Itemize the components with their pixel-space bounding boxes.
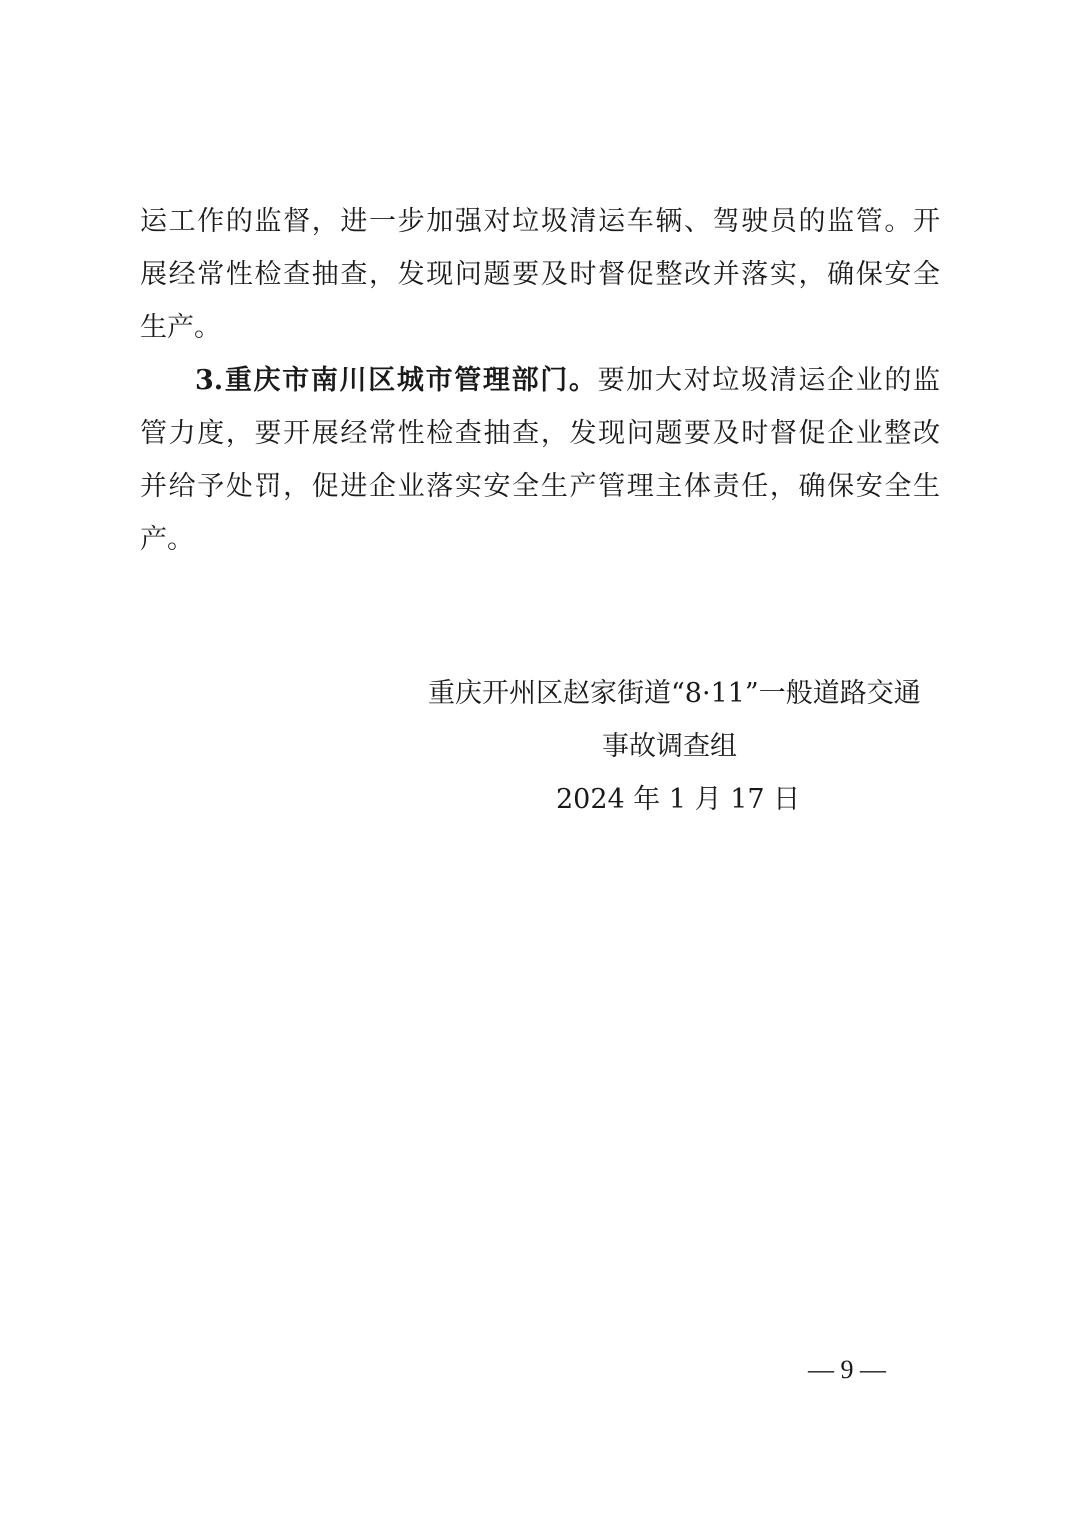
signature-date: 2024 年 1 月 17 日 xyxy=(556,784,801,815)
paragraph-2-line-1-text: 要加大对垃圾清运企业的监 xyxy=(597,365,941,396)
paragraph-1-line-3: 生产。 xyxy=(140,312,221,343)
paragraph-2-line-3: 并给予处罚，促进企业落实安全生产管理主体责任，确保安全生 xyxy=(140,471,940,502)
section-heading-nanchuan-urban-management: 3.重庆市南川区城市管理部门。 xyxy=(195,365,598,396)
page-number: — 9 — xyxy=(808,1355,886,1384)
paragraph-2-line-4: 产。 xyxy=(140,524,194,555)
paragraph-2-line-2: 管力度，要开展经常性检查抽查，发现问题要及时督促企业整改 xyxy=(140,418,940,449)
paragraph-1-line-1: 运工作的监督，进一步加强对垃圾清运车辆、驾驶员的监管。开 xyxy=(140,206,940,237)
paragraph-1-line-2: 展经常性检查抽查，发现问题要及时督促整改并落实，确保安全 xyxy=(140,259,940,290)
paragraph-2-line-1 xyxy=(195,361,940,401)
signature-organization-line-1: 重庆开州区赵家街道“8·11”一般道路交通 xyxy=(428,678,921,709)
signature-organization-line-2: 事故调查组 xyxy=(602,731,737,762)
